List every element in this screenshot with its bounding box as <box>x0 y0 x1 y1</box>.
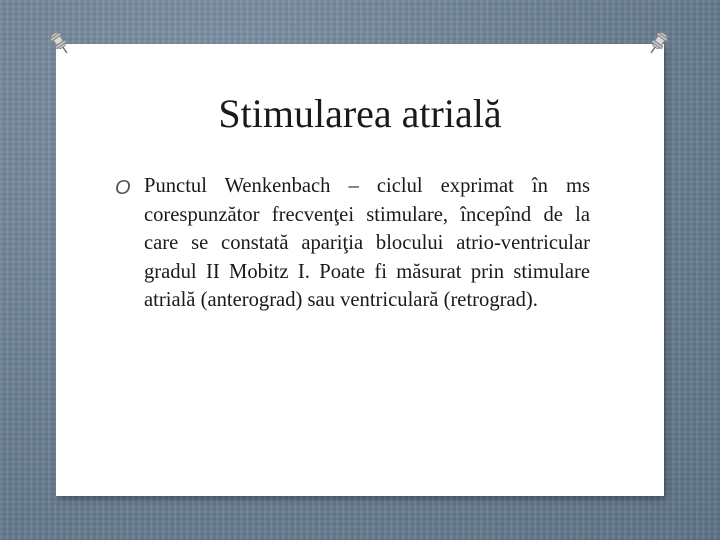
bullet-text: Punctul Wenkenbach – ciclul exprimat în ms corespunzător frecvenţei stimulare, începînd de la care se constată apariţia blocului atrio-ventricular gradul II Mobitz I. Poate fi măsurat prin stimulare atrială (anterograd) sau ventriculară (retrograd). <box>144 175 590 312</box>
slide-title: Stimularea atrială <box>218 91 502 136</box>
pushpin-icon <box>645 30 671 56</box>
bullet-marker: O <box>115 177 131 199</box>
pushpin-icon <box>47 30 73 56</box>
